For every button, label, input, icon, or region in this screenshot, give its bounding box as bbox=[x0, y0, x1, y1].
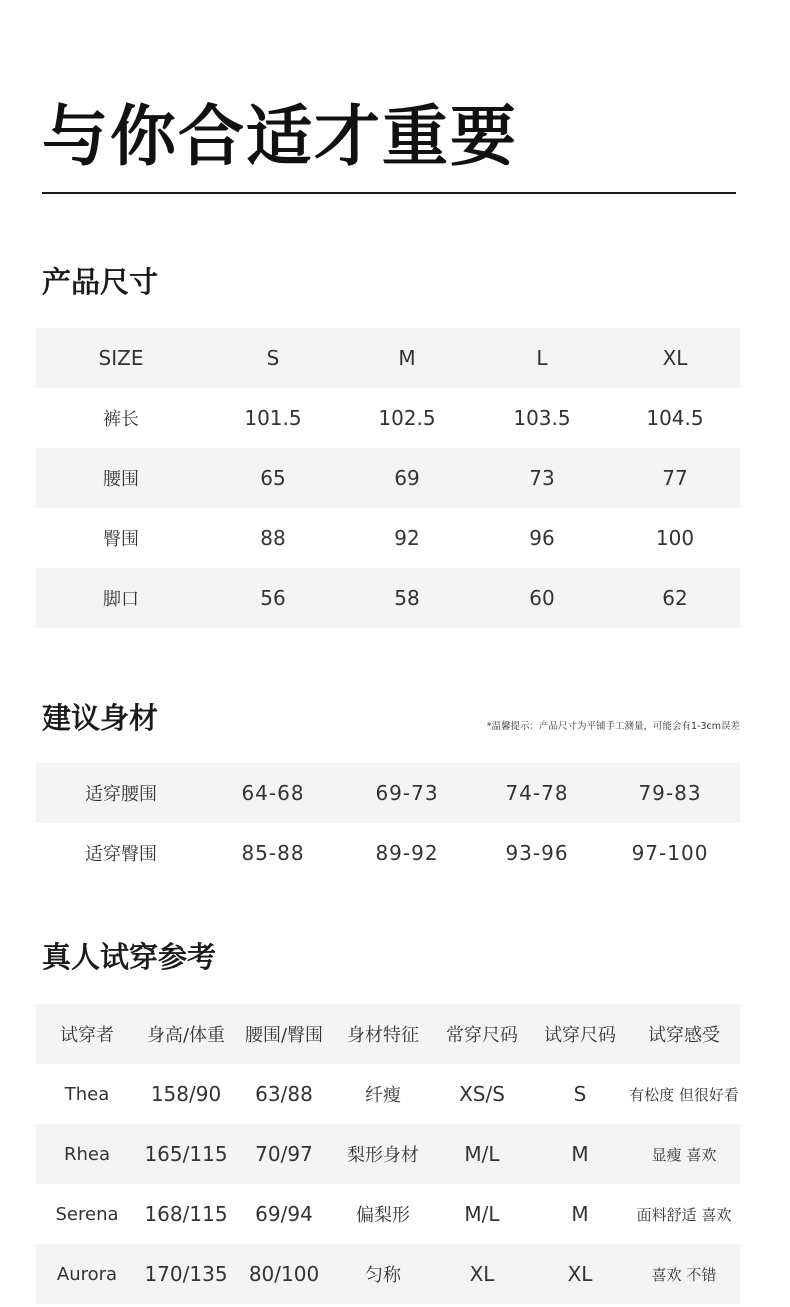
table-cell: 101.5 bbox=[244, 406, 302, 430]
table-cell: 89-92 bbox=[375, 841, 439, 865]
size-table-header bbox=[36, 328, 740, 388]
table-cell: 77 bbox=[610, 448, 740, 508]
table-cell: 58 bbox=[340, 568, 474, 628]
table-cell: 69 bbox=[340, 448, 474, 508]
row-label: 适穿臀围 bbox=[85, 844, 157, 865]
table-cell: 65 bbox=[206, 448, 340, 508]
table-cell: 面料舒适 喜欢 bbox=[636, 1205, 732, 1224]
table-cell: 匀称 bbox=[334, 1244, 432, 1304]
table-row bbox=[36, 1124, 740, 1184]
trial-table-header bbox=[36, 1004, 740, 1064]
table-row bbox=[36, 1184, 740, 1244]
trial-section-title: 真人试穿参考 bbox=[42, 940, 217, 974]
size-header-cell: XL bbox=[610, 328, 740, 388]
row-label: 适穿腰围 bbox=[36, 763, 206, 823]
table-row bbox=[36, 568, 740, 628]
row-label: 裤长 bbox=[103, 409, 139, 430]
table-cell: M bbox=[571, 1202, 589, 1226]
table-cell: 纤瘦 bbox=[365, 1085, 401, 1106]
trial-header-cell: 常穿尺码 bbox=[432, 1004, 532, 1064]
table-row bbox=[36, 508, 740, 568]
table-cell: 168/115 bbox=[144, 1202, 228, 1226]
tester-name: Aurora bbox=[36, 1244, 138, 1304]
table-cell: 70/97 bbox=[234, 1124, 334, 1184]
table-row bbox=[36, 763, 740, 823]
measurement-note: *温馨提示：产品尺寸为平铺手工测量，可能会有1-3cm误差 bbox=[486, 721, 740, 732]
table-cell: XL bbox=[532, 1244, 628, 1304]
table-cell: 92 bbox=[394, 526, 420, 550]
trial-header-cell: 试穿尺码 bbox=[532, 1004, 628, 1064]
table-cell: M bbox=[532, 1124, 628, 1184]
tester-name: Serena bbox=[55, 1203, 119, 1225]
table-cell: 64-68 bbox=[206, 763, 340, 823]
table-cell: 85-88 bbox=[241, 841, 305, 865]
table-cell: XS/S bbox=[459, 1082, 505, 1106]
table-cell: 有松度 但很好看 bbox=[629, 1085, 739, 1104]
table-cell: 56 bbox=[206, 568, 340, 628]
table-cell: 喜欢 不错 bbox=[628, 1244, 740, 1304]
row-label: 臀围 bbox=[103, 529, 139, 550]
table-cell: 60 bbox=[474, 568, 610, 628]
table-cell: 88 bbox=[260, 526, 286, 550]
table-cell: 158/90 bbox=[150, 1082, 222, 1106]
table-cell: XL bbox=[432, 1244, 532, 1304]
table-cell: 显瘦 喜欢 bbox=[628, 1124, 740, 1184]
table-cell: 偏梨形 bbox=[356, 1205, 410, 1226]
fit-section-title: 建议身材 bbox=[42, 701, 159, 735]
trial-header-cell: 腰围/臀围 bbox=[234, 1004, 334, 1064]
table-cell: 97-100 bbox=[631, 841, 709, 865]
size-header-cell: M bbox=[340, 328, 474, 388]
trial-header-cell: 身高/体重 bbox=[138, 1004, 234, 1064]
table-cell: 69/94 bbox=[255, 1202, 313, 1226]
table-cell: 80/100 bbox=[234, 1244, 334, 1304]
row-label: 脚口 bbox=[36, 568, 206, 628]
table-cell: 104.5 bbox=[646, 406, 704, 430]
size-table bbox=[36, 328, 740, 628]
tester-name: Rhea bbox=[36, 1124, 138, 1184]
table-row bbox=[36, 388, 740, 448]
row-label: 腰围 bbox=[36, 448, 206, 508]
trial-table bbox=[36, 1004, 740, 1304]
table-cell: 170/135 bbox=[138, 1244, 234, 1304]
table-row bbox=[36, 1244, 740, 1304]
trial-header-cell: 试穿者 bbox=[36, 1004, 138, 1064]
title-divider bbox=[42, 192, 736, 194]
table-cell: 73 bbox=[474, 448, 610, 508]
trial-header-cell: 试穿感受 bbox=[628, 1004, 740, 1064]
size-header-cell: SIZE bbox=[36, 328, 206, 388]
table-cell: M/L bbox=[464, 1202, 500, 1226]
size-header-cell: S bbox=[206, 328, 340, 388]
table-row bbox=[36, 1064, 740, 1124]
table-cell: 69-73 bbox=[340, 763, 474, 823]
table-cell: S bbox=[573, 1082, 587, 1106]
size-section-title: 产品尺寸 bbox=[42, 265, 159, 299]
fit-table bbox=[36, 763, 740, 883]
table-cell: 103.5 bbox=[513, 406, 571, 430]
table-cell: 79-83 bbox=[600, 763, 740, 823]
table-cell: 102.5 bbox=[378, 406, 436, 430]
table-row bbox=[36, 448, 740, 508]
table-cell: 梨形身材 bbox=[334, 1124, 432, 1184]
tester-name: Thea bbox=[64, 1083, 110, 1105]
size-header-cell: L bbox=[474, 328, 610, 388]
table-cell: 93-96 bbox=[505, 841, 569, 865]
table-cell: 100 bbox=[655, 526, 695, 550]
table-cell: 62 bbox=[610, 568, 740, 628]
table-cell: M/L bbox=[432, 1124, 532, 1184]
table-cell: 63/88 bbox=[255, 1082, 313, 1106]
table-cell: 165/115 bbox=[138, 1124, 234, 1184]
page-title: 与你合适才重要 bbox=[42, 98, 518, 175]
trial-header-cell: 身材特征 bbox=[334, 1004, 432, 1064]
table-cell: 74-78 bbox=[474, 763, 600, 823]
table-cell: 96 bbox=[529, 526, 555, 550]
table-row bbox=[36, 823, 740, 883]
